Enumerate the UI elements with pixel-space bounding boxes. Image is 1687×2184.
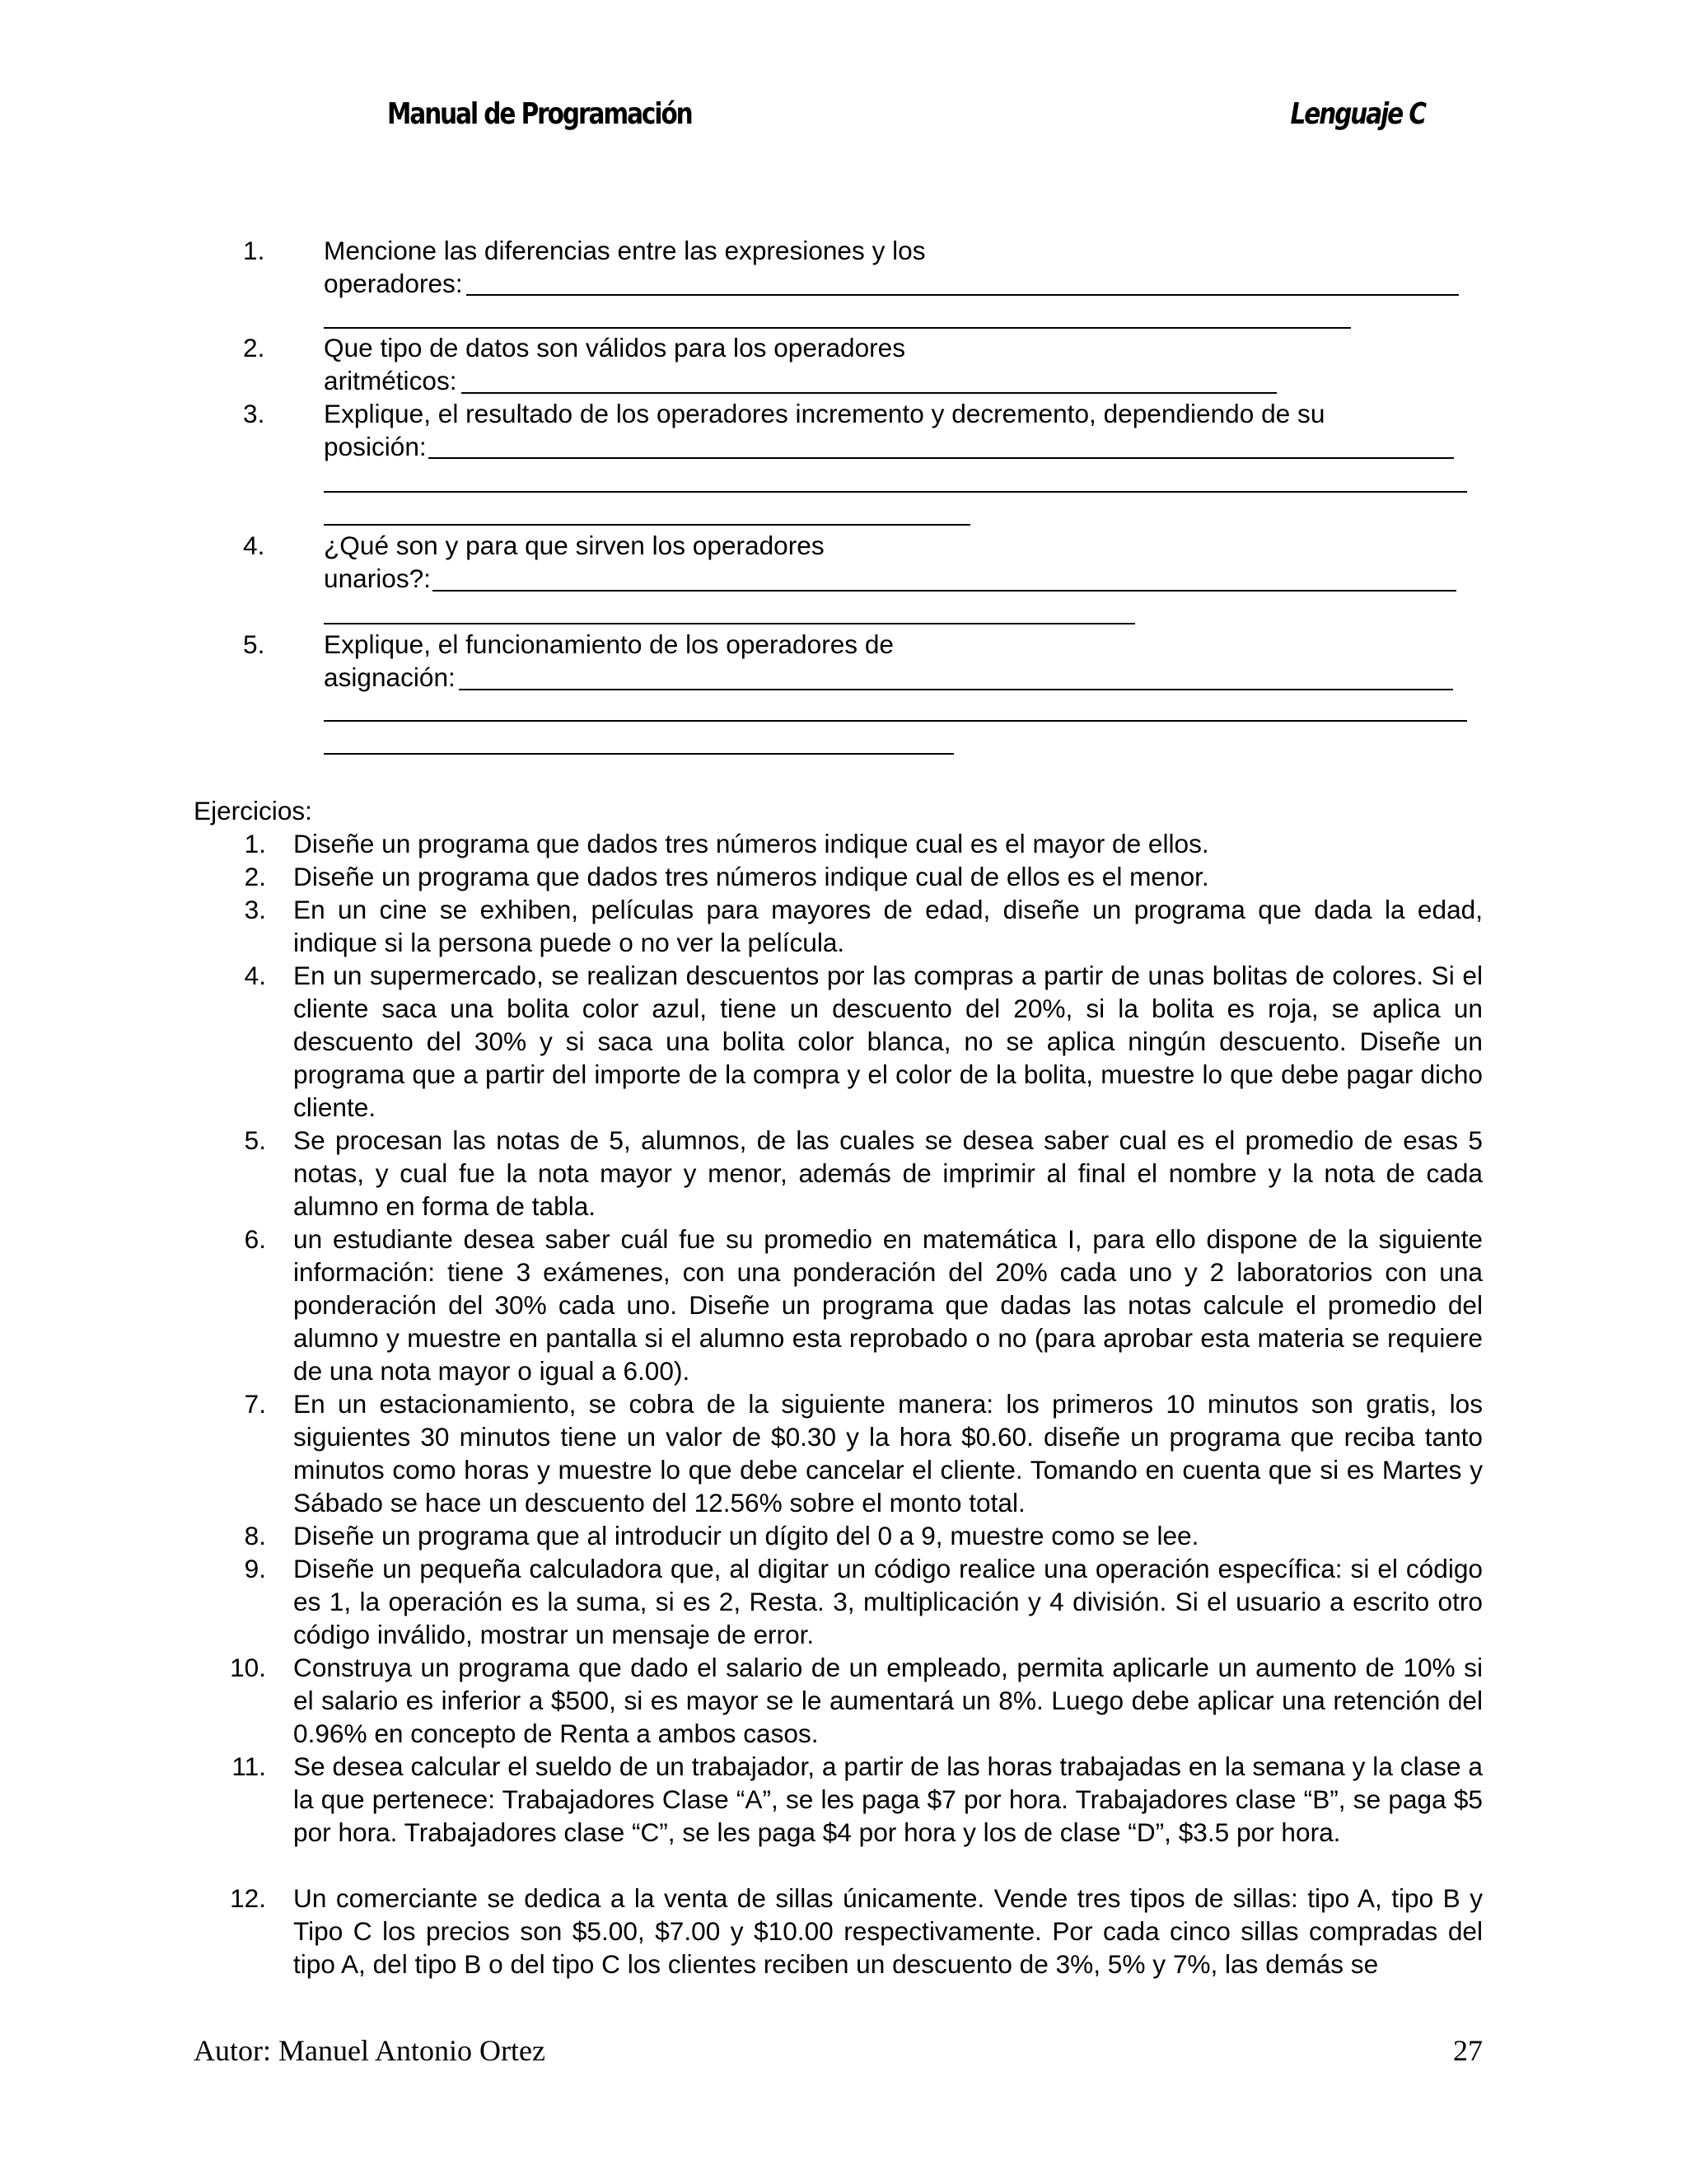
question-line2: posición: (324, 432, 427, 461)
answer-line (461, 392, 1277, 394)
question-line1: Explique, el resultado de los operadores incremento y decremento, dependiendo de su (324, 399, 1325, 428)
question-line2: operadores: (324, 269, 463, 298)
page-number: 27 (1453, 2034, 1483, 2067)
answer-line (324, 327, 1351, 329)
exercise-text: Diseñe un pequeña calculadora que, al digitar un código realice una operación específica: si el código es 1, la operación es la suma, si es 2, Resta. 3, multiplicación y 4 división. Si el usuario a escrito otro código inválido, mostrar un mensaje de error. (293, 1554, 1483, 1649)
exercise-number: 4. (244, 961, 266, 990)
exercise-number: 10. (230, 1653, 266, 1682)
exercise-text: En un supermercado, se realizan descuentos por las compras a partir de unas bolitas de colores. Si el cliente saca una bolita color azul, tiene un descuento del 20%, si la bolita es roja, se aplica un descuento del 30% y si saca una bolita color blanca, no se aplica ningún descuento. Diseñe un programa que a partir del importe de la compra y el color de la bolita, muestre lo que debe pagar dicho cliente. (293, 961, 1483, 1122)
exercise-text: En un cine se exhiben, películas para mayores de edad, diseñe un programa que dada la edad, indique si la persona puede o no ver la película. (293, 895, 1483, 957)
question-number: 3. (243, 399, 265, 428)
question-line1: ¿Qué son y para que sirven los operadores (324, 531, 825, 560)
exercise-text: En un estacionamiento, se cobra de la siguiente manera: los primeros 10 minutos son gratis, los siguientes 30 minutos tiene un valor de $0.30 y la hora $0.60. diseñe un programa que reciba tanto minutos como horas y muestre lo que debe cancelar el cliente. Tomando en cuenta que si es Martes y Sábado se hace un descuento del 12.56% sobre el monto total. (293, 1389, 1483, 1518)
exercise-text: Construya un programa que dado el salario de un empleado, permita aplicarle un aumento de 10% si el salario es inferior a $500, si es mayor se le aumentará un 8%. Luego debe aplicar una retención del 0.96% en concepto de Renta a ambos casos. (293, 1653, 1483, 1748)
exercise-text: Se desea calcular el sueldo de un trabajador, a partir de las horas trabajadas en la semana y la clase a la que pertenece: Trabajadores Clase “A”, se les paga $7 por hora. Trabajadores clase “B”, se paga $5 por hora. Trabajadores clase “C”, se les paga $4 por hora y los de clase “D”, $3.5 por hora. (293, 1751, 1483, 1847)
exercise-number: 2. (244, 862, 266, 891)
exercise-number: 6. (244, 1224, 266, 1254)
exercise-number: 3. (244, 895, 266, 924)
exercise-text: un estudiante desea saber cuál fue su promedio en matemática I, para ello dispone de la siguiente información: tiene 3 exámenes, con una ponderación del 20% cada uno y 2 laboratorios con una ponderación del 30% cada uno. Diseñe un programa que dadas las notas calcule el promedio del alumno y muestre en pantalla si el alumno esta reprobado o no (para aprobar esta materia se requiere de una nota mayor o igual a 6.00). (293, 1224, 1483, 1386)
question-number: 2. (243, 333, 265, 362)
exercise-number: 1. (244, 829, 266, 858)
exercise-number: 5. (244, 1125, 266, 1155)
answer-line (324, 753, 954, 755)
question-line2: unarios?: (324, 564, 431, 593)
header-language: Lenguaje C (1290, 97, 1425, 131)
answer-line (432, 590, 1456, 592)
header-title: Manual de Programación (387, 97, 692, 131)
exercise-number: 11. (231, 1751, 266, 1781)
question-number: 4. (243, 531, 265, 560)
answer-line (324, 720, 1467, 722)
exercise-text: Se procesan las notas de 5, alumnos, de las cuales se desea saber cual es el promedio de esas 5 notas, y cual fue la nota mayor y menor, además de imprimir al final el nombre y la nota de cada alumno en forma de tabla. (293, 1125, 1483, 1221)
footer-author: Autor: Manuel Antonio Ortez (194, 2034, 545, 2067)
answer-line (324, 491, 1467, 493)
exercise-text: Un comerciante se dedica a la venta de sillas únicamente. Vende tres tipos de sillas: tipo A, tipo B y Tipo C los precios son $5.00, $7.00 y $10.00 respectivamente. Por cada cinco sillas compradas del tipo A, del tipo B o del tipo C los clientes reciben un descuento de 3%, 5% y 7%, las demás se (293, 1883, 1483, 1979)
exercise-text: Diseñe un programa que al introducir un dígito del 0 a 9, muestre como se lee. (293, 1521, 1199, 1550)
exercise-number: 12. (230, 1883, 266, 1913)
answer-line (466, 294, 1459, 296)
exercise-text: Diseñe un programa que dados tres números indique cual es el mayor de ellos. (293, 829, 1209, 858)
question-line1: Que tipo de datos son válidos para los operadores (324, 333, 906, 362)
exercise-text: Diseñe un programa que dados tres números indique cual de ellos es el menor. (293, 862, 1209, 891)
answer-line (428, 457, 1454, 459)
question-line2: aritméticos: (324, 366, 457, 395)
question-line2: asignación: (324, 662, 456, 692)
answer-line (324, 623, 1135, 624)
exercise-number: 7. (244, 1389, 266, 1419)
question-line1: Mencione las diferencias entre las expresiones y los (324, 236, 926, 265)
question-number: 1. (243, 236, 265, 265)
exercise-number: 8. (244, 1521, 266, 1550)
exercise-number: 9. (244, 1554, 266, 1583)
answer-line (459, 689, 1453, 690)
question-line1: Explique, el funcionamiento de los operadores de (324, 629, 895, 659)
exercises-title: Ejercicios: (194, 796, 312, 825)
question-number: 5. (243, 629, 265, 659)
answer-line (324, 524, 970, 526)
